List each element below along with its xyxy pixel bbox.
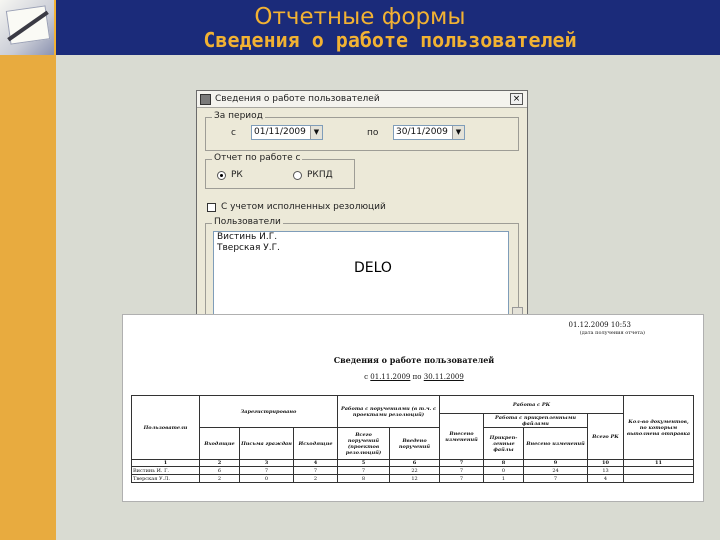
rk-radio[interactable]	[217, 171, 226, 180]
cell: 7	[524, 475, 588, 483]
col-num: 10	[588, 460, 624, 467]
col-num: 2	[200, 460, 240, 467]
chevron-down-icon[interactable]: ▼	[452, 126, 464, 139]
col-total-assignments: Всего поручений (проектов резолюций)	[338, 428, 390, 460]
to-date-value: 30/11/2009	[396, 127, 448, 137]
col-num: 5	[338, 460, 390, 467]
col-incoming: Входящие	[200, 428, 240, 460]
slide-title: Отчетные формы	[254, 4, 466, 30]
report-table	[131, 395, 693, 483]
col-total-rk: Всего РК	[588, 414, 624, 460]
resolutions-checkbox-label: С учетом исполненных резолюций	[221, 202, 386, 212]
cell: 0	[240, 475, 294, 483]
to-date-combo[interactable]	[393, 125, 465, 140]
close-button[interactable]: ×	[510, 93, 523, 105]
table-row	[132, 467, 694, 475]
cell: 7	[338, 467, 390, 475]
report-title: Сведения о работе пользователей	[333, 355, 495, 365]
col-num: 9	[524, 460, 588, 467]
users-report-dialog	[196, 90, 528, 330]
col-num: 8	[484, 460, 524, 467]
col-attached: Прикреп-ленные файлы	[484, 428, 524, 460]
rkpd-radio-label: РКПД	[307, 170, 333, 180]
col-entered-changes-2: Внесено изменений	[524, 428, 588, 460]
cell: 22	[390, 467, 440, 475]
cell: 7	[294, 467, 338, 475]
period-prefix: с	[364, 373, 369, 381]
delo-overlay-text: DELO	[354, 260, 392, 276]
cell: 7	[240, 467, 294, 475]
col-attached-files: Работа с прикрепленными файлами	[484, 414, 588, 428]
col-num: 1	[132, 460, 200, 467]
users-legend: Пользователи	[214, 217, 281, 227]
from-date-combo[interactable]	[251, 125, 323, 140]
list-item[interactable]: Вистинь И.Г.	[217, 232, 278, 242]
cell: 13	[588, 467, 624, 475]
cell	[624, 475, 694, 483]
cell: 7	[440, 475, 484, 483]
dialog-titlebar[interactable]	[197, 91, 527, 108]
users-listbox[interactable]	[213, 231, 509, 321]
slide-header	[0, 0, 720, 55]
col-citizen-letters: Письма граждан	[240, 428, 294, 460]
report-date: 01.12.2009 10:53	[568, 321, 631, 329]
col-num: 3	[240, 460, 294, 467]
report-date-note: (дата получения отчета)	[579, 330, 645, 336]
col-num: 11	[624, 460, 694, 467]
report-type-legend: Отчет по работе с	[214, 153, 301, 163]
cell: 1	[484, 475, 524, 483]
cell: 4	[588, 475, 624, 483]
period-to: 30.11.2009	[423, 373, 464, 381]
dialog-title: Сведения о работе пользователей	[215, 94, 380, 104]
report-document	[122, 314, 704, 502]
col-users: Пользователи	[132, 396, 200, 460]
col-entered-changes: Внесено изменений	[440, 414, 484, 460]
col-assignments: Работа с поручениями (в т.ч. с проектами резолюций)	[338, 396, 440, 428]
col-registered: Зарегистрировано	[200, 396, 338, 428]
period-from: 01.11.2009	[370, 373, 411, 381]
from-date-value: 01/11/2009	[254, 127, 306, 137]
slide-subtitle: Сведения о работе пользователей	[203, 28, 577, 52]
col-outgoing: Исходящие	[294, 428, 338, 460]
col-rk-work: Работа с РК	[440, 396, 624, 414]
cell: 12	[390, 475, 440, 483]
cell: 6	[200, 467, 240, 475]
col-num: 4	[294, 460, 338, 467]
col-docs-count: Кол-во документов, по которым выполнена отправка	[624, 396, 694, 460]
from-label: с	[231, 128, 236, 138]
left-accent-bar	[0, 55, 56, 540]
cell: 0	[484, 467, 524, 475]
report-period	[123, 373, 705, 381]
cell: 2	[200, 475, 240, 483]
cell: 2	[294, 475, 338, 483]
cell: 24	[524, 467, 588, 475]
period-legend: За период	[214, 111, 263, 121]
to-label: по	[367, 128, 379, 138]
window-icon	[200, 94, 211, 105]
table-row	[132, 475, 694, 483]
row-user: Вистинь И. Г.	[132, 467, 200, 475]
col-num: 7	[440, 460, 484, 467]
chevron-down-icon[interactable]: ▼	[310, 126, 322, 139]
rk-radio-label: РК	[231, 170, 243, 180]
row-user: Тверская У.Л.	[132, 475, 200, 483]
cell	[624, 467, 694, 475]
period-mid: по	[412, 373, 422, 381]
rkpd-radio[interactable]	[293, 171, 302, 180]
column-numbers-row	[132, 460, 694, 467]
cell: 7	[440, 467, 484, 475]
col-entered-assignments: Введено поручений	[390, 428, 440, 460]
resolutions-checkbox[interactable]	[207, 203, 216, 212]
list-item[interactable]: Тверская У.Г.	[217, 243, 280, 253]
cell: 8	[338, 475, 390, 483]
col-num: 6	[390, 460, 440, 467]
